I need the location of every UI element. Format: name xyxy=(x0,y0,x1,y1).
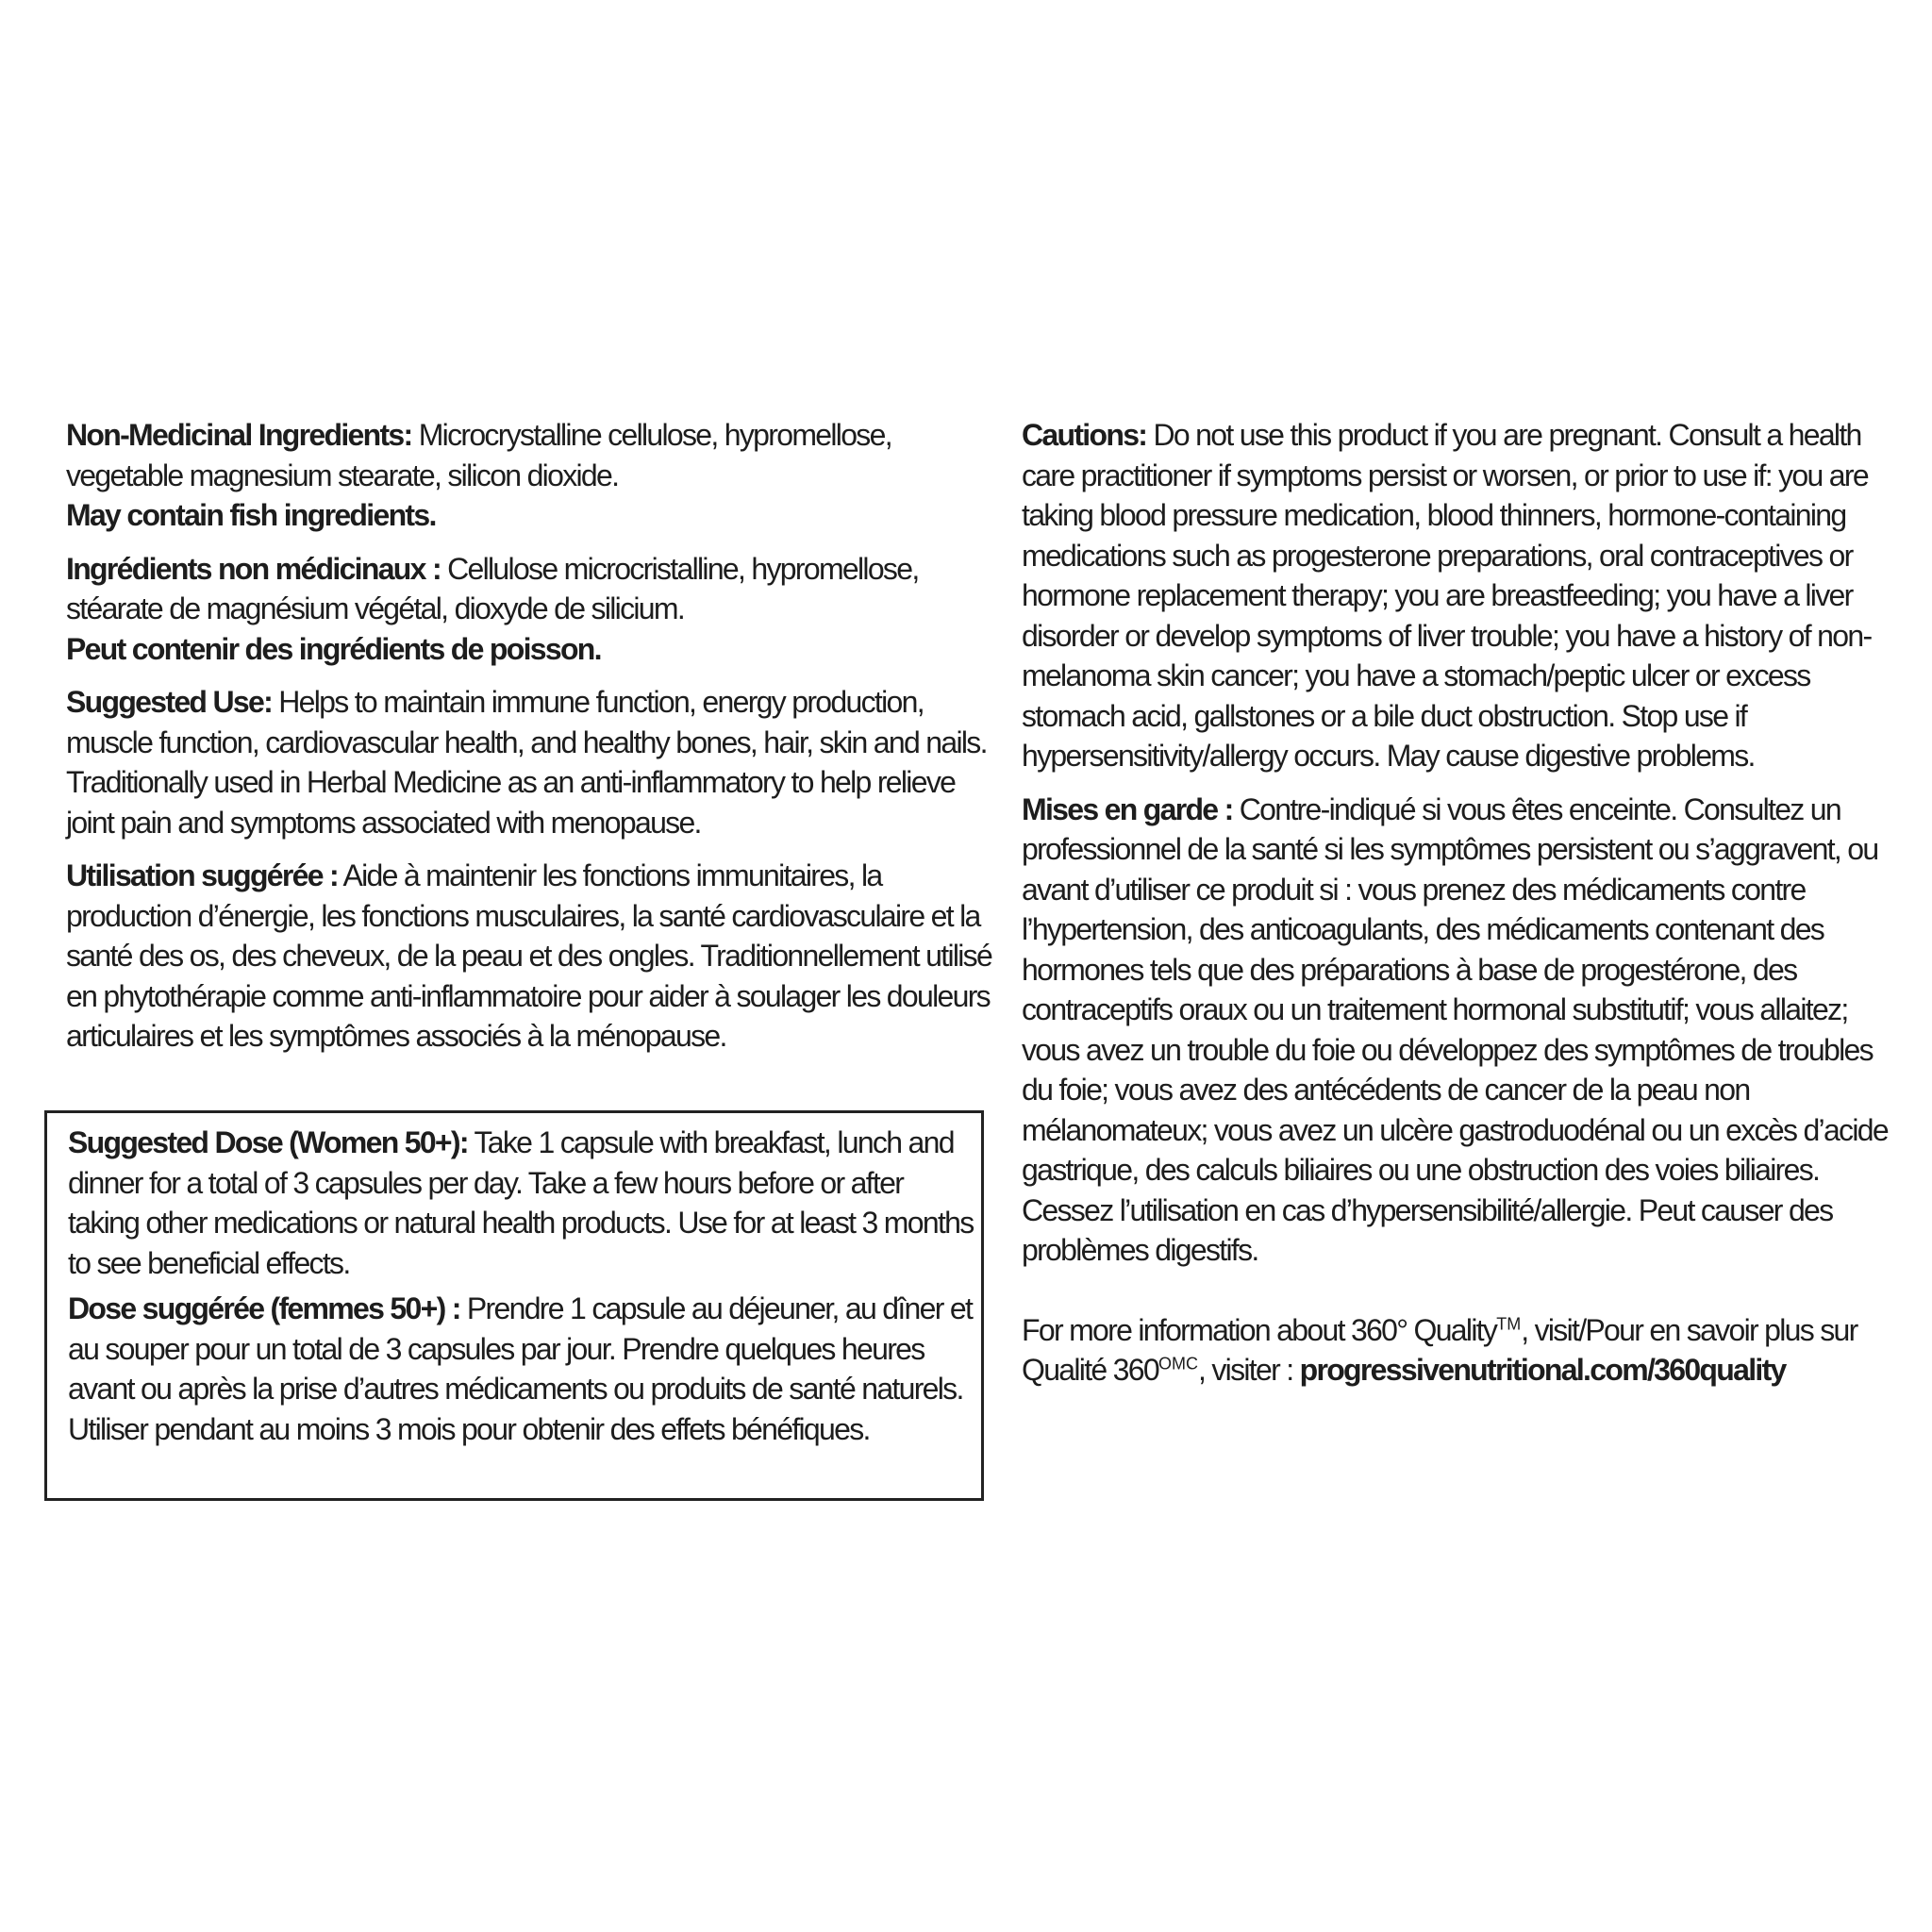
left-column xyxy=(66,415,992,1070)
suggested-use-text: Helps to maintain immune function, energy production, muscle function, cardiovascular health, and healthy bones, hair, skin and nails. Traditionally used in Herbal Medicine as an anti-inflammatory to help relieve joint pain and symptoms associated with menopause. xyxy=(66,685,987,840)
suggested-dose-label: Suggested Dose (Women 50+): xyxy=(68,1125,468,1159)
suggested-dose-fr-label: Dose suggérée (femmes 50+) : xyxy=(68,1291,460,1325)
quality-info-text-b: , visit/Pour en savoir plus sur Qualité 360 xyxy=(1022,1312,1857,1387)
suggested-dose-box xyxy=(44,1110,984,1501)
non-medicinal-fr-label: Ingrédients non médicinaux : xyxy=(66,551,441,586)
quality-info-text-a: For more information about 360° Quality xyxy=(1022,1312,1497,1347)
suggested-use-fr-label: Utilisation suggérée : xyxy=(66,858,338,892)
non-medicinal-ingredients xyxy=(66,415,992,536)
suggested-dose-fr-text: Prendre 1 capsule au déjeuner, au dîner et au souper pour un total de 3 capsules par jour. Prendre quelques heures avant ou après la prise d’autres médicaments ou produits de santé naturels. Utiliser pendant au moins 3 mois pour obtenir des effets bénéfiques. xyxy=(68,1291,973,1446)
cautions-fr xyxy=(1022,790,1904,1271)
quality-info xyxy=(1022,1310,1904,1391)
suggested-use-fr xyxy=(66,856,992,1057)
trademark-mark: TM xyxy=(1496,1313,1522,1333)
fish-note-fr: Peut contenir des ingrédients de poisson. xyxy=(66,631,601,666)
suggested-dose-text: Take 1 capsule with breakfast, lunch and dinner for a total of 3 capsules per day. Take a few hours before or after taking other medications or natural health products. Use for at least 3 months to see beneficial effects. xyxy=(68,1125,974,1280)
right-column xyxy=(1022,415,1904,1404)
suggested-use-label: Suggested Use: xyxy=(66,685,273,719)
non-medicinal-fr-text: Cellulose microcristalline, hypromellose, stéarate de magnésium végétal, dioxyde de silicium. xyxy=(66,551,919,625)
cautions-fr-label: Mises en garde : xyxy=(1022,791,1233,826)
cautions xyxy=(1022,415,1904,776)
non-medicinal-ingredients-fr xyxy=(66,549,992,670)
suggested-dose-fr xyxy=(68,1289,974,1449)
fish-note: May contain fish ingredients. xyxy=(66,498,436,532)
non-medicinal-text: Microcrystalline cellulose, hypromellose, vegetable magnesium stearate, silicon dioxide. xyxy=(66,418,891,492)
suggested-use xyxy=(66,682,992,842)
cautions-text: Do not use this product if you are pregnant. Consult a health care practitioner if symptoms persist or worsen, or prior to use if: you are taking blood pressure medication, blood thinners, hormone-containing medications such as progesterone preparations, oral contraceptives or hormone replacement therapy; you are breastfeeding; you have a liver disorder or develop symptoms of liver trouble; you have a history of non-melanoma skin cancer; you have a stomach/peptic ulcer or excess stomach acid, gallstones or a bile duct obstruction. Stop use if hypersensitivity/allergy occurs. May cause digestive problems. xyxy=(1022,418,1872,773)
cautions-label: Cautions: xyxy=(1022,418,1147,452)
suggested-dose xyxy=(68,1123,974,1283)
non-medicinal-label: Non-Medicinal Ingredients: xyxy=(66,418,412,452)
suggested-use-fr-text: Aide à maintenir les fonctions immunitaires, la production d’énergie, les fonctions musculaires, la santé cardiovasculaire et la santé des os, des cheveux, de la peau et des ongles. Traditionnellement utilisé en phytothérapie comme anti-inflammatoire pour aider à soulager les douleurs articulaires et les symptômes associés à la ménopause. xyxy=(66,858,992,1053)
omc-mark: OMC xyxy=(1158,1354,1198,1374)
cautions-fr-text: Contre-indiqué si vous êtes enceinte. Consultez un professionnel de la santé si les symptômes persistent ou s’aggravent, ou avant d’utiliser ce produit si : vous prenez des médicaments contre l’hypertension, des anticoagulants, des médicaments contenant des hormones tels que des préparations à base de progestérone, des contraceptifs oraux ou un traitement hormonal substitutif; vous allaitez; vous avez un trouble du foie ou développez des symptômes de troubles du foie; vous avez des antécédents de cancer de la peau non mélanomateux; vous avez un ulcère gastroduodénal ou un excès d’acide gastrique, des calculs biliaires ou une obstruction des voies biliaires. Cessez l’utilisation en cas d’hypersensibilité/allergie. Peut causer des problèmes digestifs. xyxy=(1022,791,1888,1267)
quality-info-text-c: , visiter : xyxy=(1197,1353,1300,1387)
quality-url-link[interactable]: progressivenutritional.com/360quality xyxy=(1299,1353,1786,1387)
